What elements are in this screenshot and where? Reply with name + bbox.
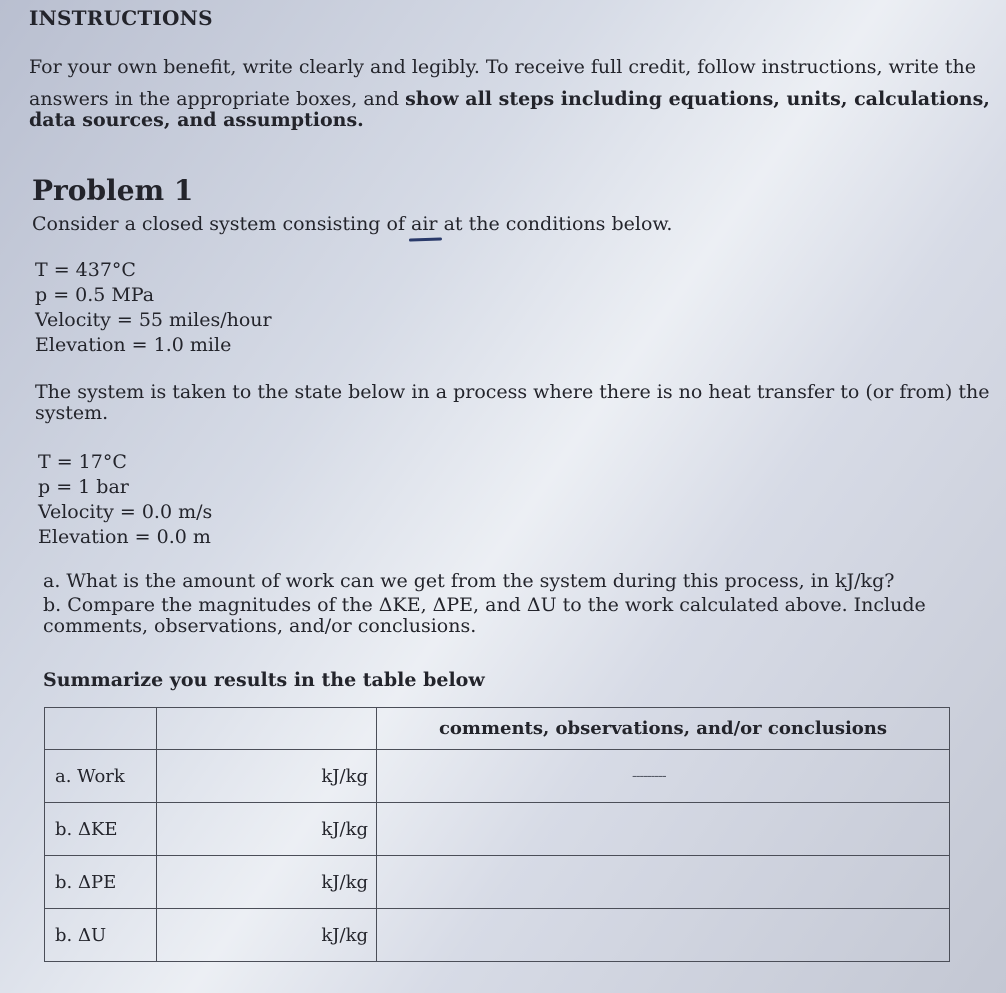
results-table: [44, 707, 950, 962]
final-velocity: Velocity = 0.0 m/s: [38, 501, 213, 523]
table-header-row: [45, 708, 950, 750]
header-empty-cell-2: [157, 708, 377, 750]
comment-cell-delta-pe[interactable]: [377, 856, 950, 909]
comment-cell-work[interactable]: [377, 750, 950, 803]
initial-conditions: [35, 258, 272, 358]
comment-cell-delta-ke[interactable]: [377, 803, 950, 856]
problem-title: Problem 1: [32, 174, 194, 207]
problem-description: [32, 213, 672, 235]
row-label: b. ΔKE: [45, 803, 157, 856]
initial-elevation: Elevation = 1.0 mile: [35, 334, 232, 356]
instructions-heading: INSTRUCTIONS: [29, 6, 213, 30]
final-elevation: Elevation = 0.0 m: [38, 526, 211, 548]
final-temperature: T = 17°C: [38, 451, 127, 473]
final-pressure: p = 1 bar: [38, 476, 129, 498]
desc-after: at the conditions below.: [437, 213, 673, 235]
comment-cell-delta-u[interactable]: [377, 909, 950, 962]
question-a: a. What is the amount of work can we get from the system during this process, in kJ/kg?: [43, 570, 895, 592]
instructions-line-3: [29, 110, 364, 131]
instructions-line-1: For your own benefit, write clearly and legibly. To receive full credit, follow instructions, write the: [29, 56, 976, 78]
row-label: b. ΔU: [45, 909, 157, 962]
unit-label: kJ/kg: [321, 765, 368, 787]
answer-cell-delta-ke[interactable]: [157, 803, 377, 856]
initial-temperature: T = 437°C: [35, 259, 136, 281]
process-description-line-1: The system is taken to the state below in a process where there is no heat transfer to (or from) the: [35, 381, 990, 403]
row-label: b. ΔPE: [45, 856, 157, 909]
row-label: a. Work: [45, 750, 157, 803]
unit-label: kJ/kg: [321, 924, 368, 946]
desc-underlined-air: air: [411, 213, 438, 235]
question-b-line-1: b. Compare the magnitudes of the ΔKE, ΔPE, and ΔU to the work calculated above. Include: [43, 594, 926, 616]
comment-dashes: ---------: [632, 768, 666, 784]
instructions-line-2-plain: answers in the appropriate boxes, and: [29, 88, 406, 110]
answer-cell-delta-pe[interactable]: [157, 856, 377, 909]
unit-label: kJ/kg: [321, 871, 368, 893]
answer-cell-delta-u[interactable]: [157, 909, 377, 962]
table-row-delta-pe: [45, 856, 950, 909]
desc-before: Consider a closed system consisting of: [32, 213, 412, 235]
table-row-delta-ke: [45, 803, 950, 856]
final-conditions: [38, 450, 212, 550]
header-empty-cell-1: [45, 708, 157, 750]
summary-label: Summarize you results in the table below: [43, 669, 485, 691]
process-description-line-2: system.: [35, 402, 109, 424]
initial-pressure: p = 0.5 MPa: [35, 284, 155, 306]
header-comments: comments, observations, and/or conclusions: [377, 708, 950, 750]
table-row-delta-u: [45, 909, 950, 962]
answer-cell-work[interactable]: [157, 750, 377, 803]
instructions-line-3-bold: data sources, and assumptions.: [29, 109, 364, 131]
table-row-work: [45, 750, 950, 803]
instructions-line-2: [29, 89, 990, 110]
initial-velocity: Velocity = 55 miles/hour: [35, 309, 272, 331]
question-b-line-2: comments, observations, and/or conclusions.: [43, 615, 477, 637]
unit-label: kJ/kg: [321, 818, 368, 840]
instructions-line-2-bold: show all steps including equations, units, calculations,: [405, 88, 990, 110]
